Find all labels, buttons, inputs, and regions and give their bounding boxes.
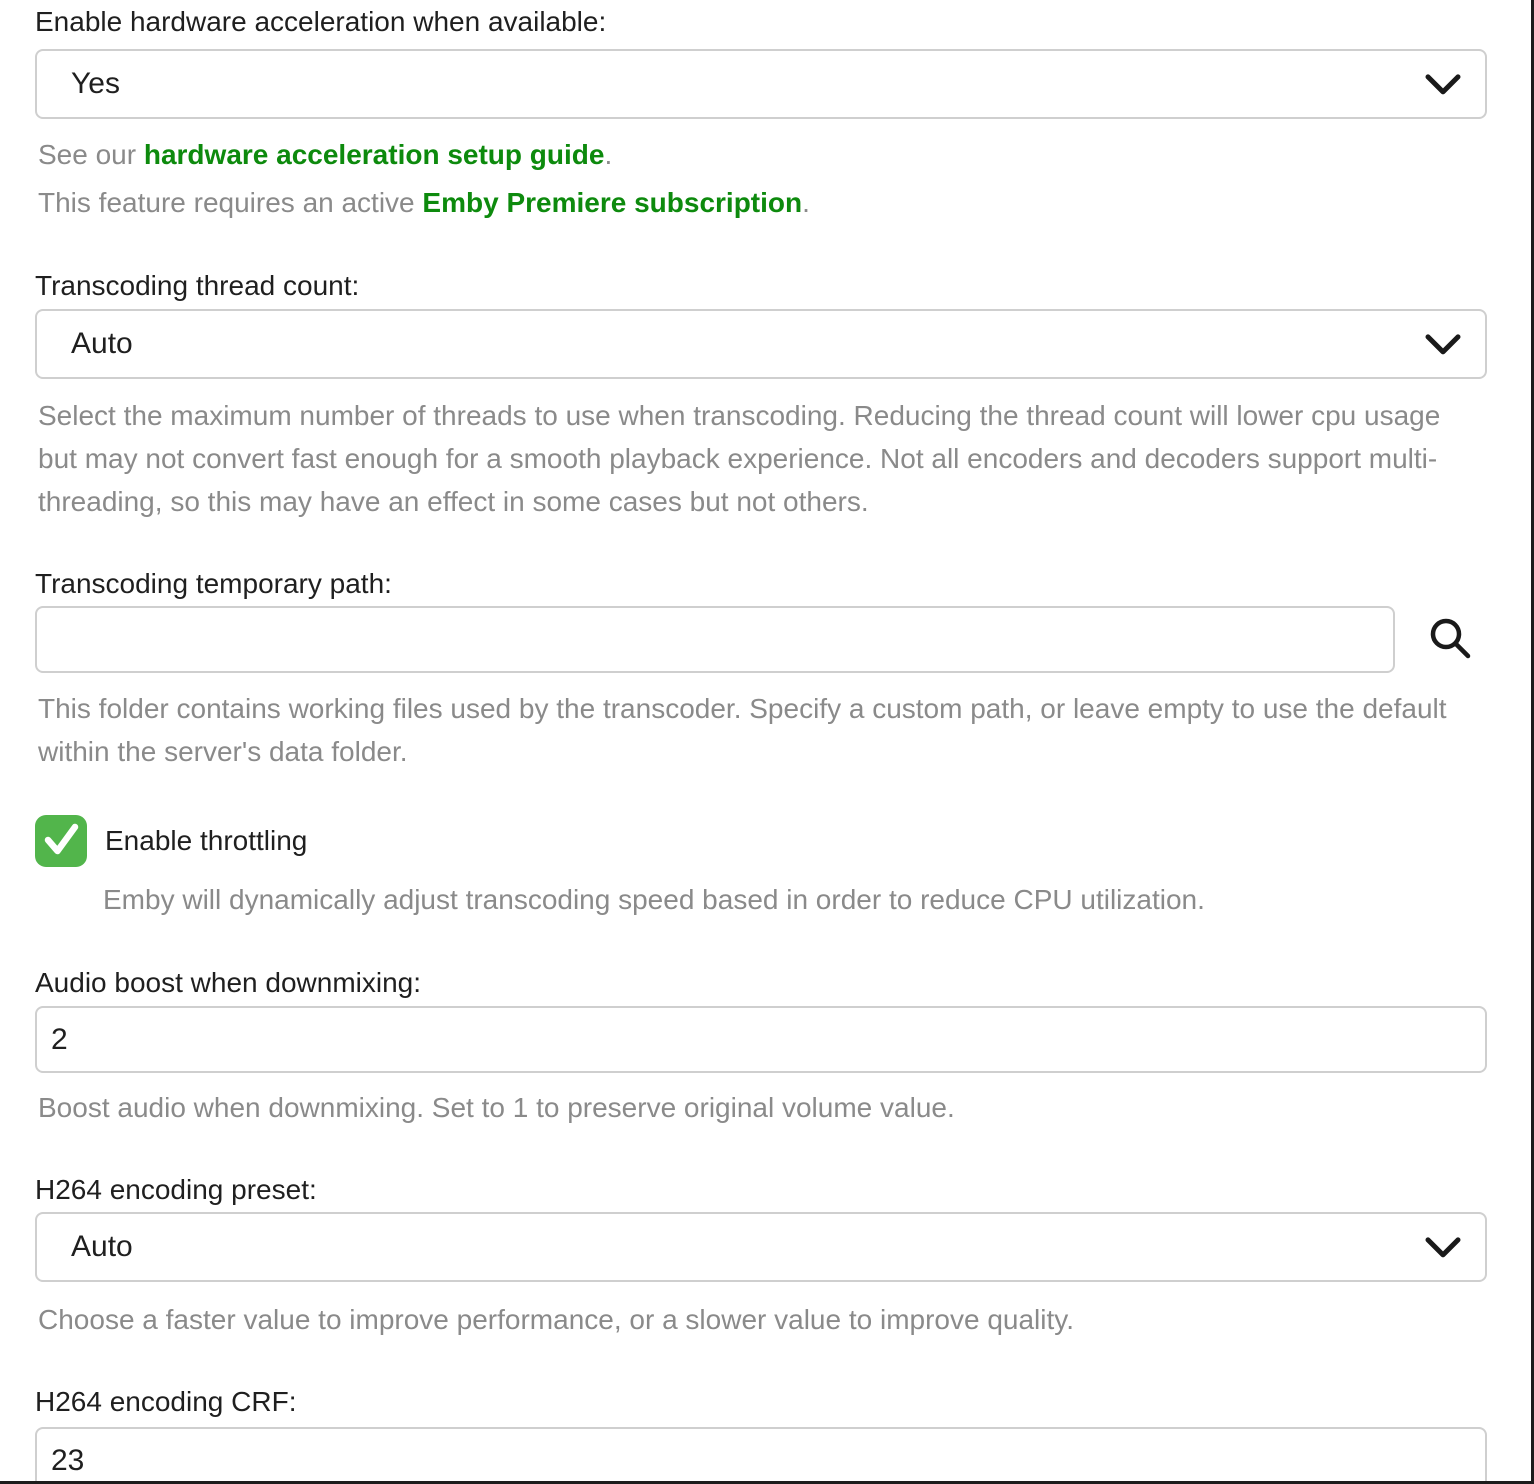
thread-count-description: Select the maximum number of threads to use when transcoding. Reducing the thread count will lower cpu usage but may not convert fast enough for a smooth playback experience. Not all encoders and decoders support multi-threading, so this may have an effect in some cases but not others.: [38, 400, 1441, 517]
hardware-acceleration-select[interactable]: [35, 49, 1487, 119]
temp-path-row: [35, 606, 1487, 673]
chevron-down-icon: [1425, 1237, 1461, 1259]
h264-preset-label: H264 encoding preset:: [35, 1174, 317, 1205]
browse-path-button[interactable]: [1427, 615, 1473, 664]
h264-crf-input[interactable]: [35, 1427, 1487, 1484]
throttling-description: Emby will dynamically adjust transcoding speed based in order to reduce CPU utilization.: [103, 884, 1205, 915]
hardware-acceleration-help: [35, 134, 1487, 176]
h264-preset-value: Auto: [71, 1230, 133, 1263]
premiere-prefix: This feature requires an active: [38, 187, 423, 218]
h264-preset-select[interactable]: [35, 1212, 1487, 1282]
temp-path-label: Transcoding temporary path:: [35, 568, 392, 599]
enable-throttling-checkbox-row[interactable]: [35, 815, 1487, 867]
thread-count-label: Transcoding thread count:: [35, 270, 360, 301]
chevron-down-icon: [1425, 334, 1461, 356]
h264-crf-label: H264 encoding CRF:: [35, 1386, 297, 1417]
hardware-acceleration-guide-link[interactable]: hardware acceleration setup guide: [143, 139, 605, 170]
premiere-requirement-note: [35, 182, 1487, 224]
help-suffix: .: [604, 139, 613, 170]
checked-checkbox[interactable]: [35, 815, 87, 867]
hardware-acceleration-label: Enable hardware acceleration when available:: [35, 6, 607, 37]
audio-boost-description: Boost audio when downmixing. Set to 1 to preserve original volume value.: [38, 1092, 955, 1123]
help-prefix: See our: [38, 139, 144, 170]
chevron-down-icon: [1425, 74, 1461, 96]
enable-throttling-label: Enable throttling: [105, 825, 308, 856]
hardware-acceleration-value: Yes: [71, 67, 120, 100]
audio-boost-input[interactable]: [35, 1006, 1487, 1073]
premiere-suffix: .: [802, 187, 810, 218]
emby-premiere-link[interactable]: Emby Premiere subscription: [422, 187, 803, 218]
h264-preset-description: Choose a faster value to improve performance, or a slower value to improve quality.: [38, 1304, 1074, 1335]
thread-count-select[interactable]: [35, 309, 1487, 379]
thread-count-value: Auto: [71, 327, 133, 360]
search-icon: [1427, 615, 1473, 664]
check-icon: [35, 813, 87, 870]
audio-boost-label: Audio boost when downmixing:: [35, 967, 422, 998]
temp-path-input[interactable]: [35, 606, 1395, 673]
temp-path-description: This folder contains working files used by the transcoder. Specify a custom path, or leave empty to use the default within the server's data folder.: [38, 693, 1447, 767]
